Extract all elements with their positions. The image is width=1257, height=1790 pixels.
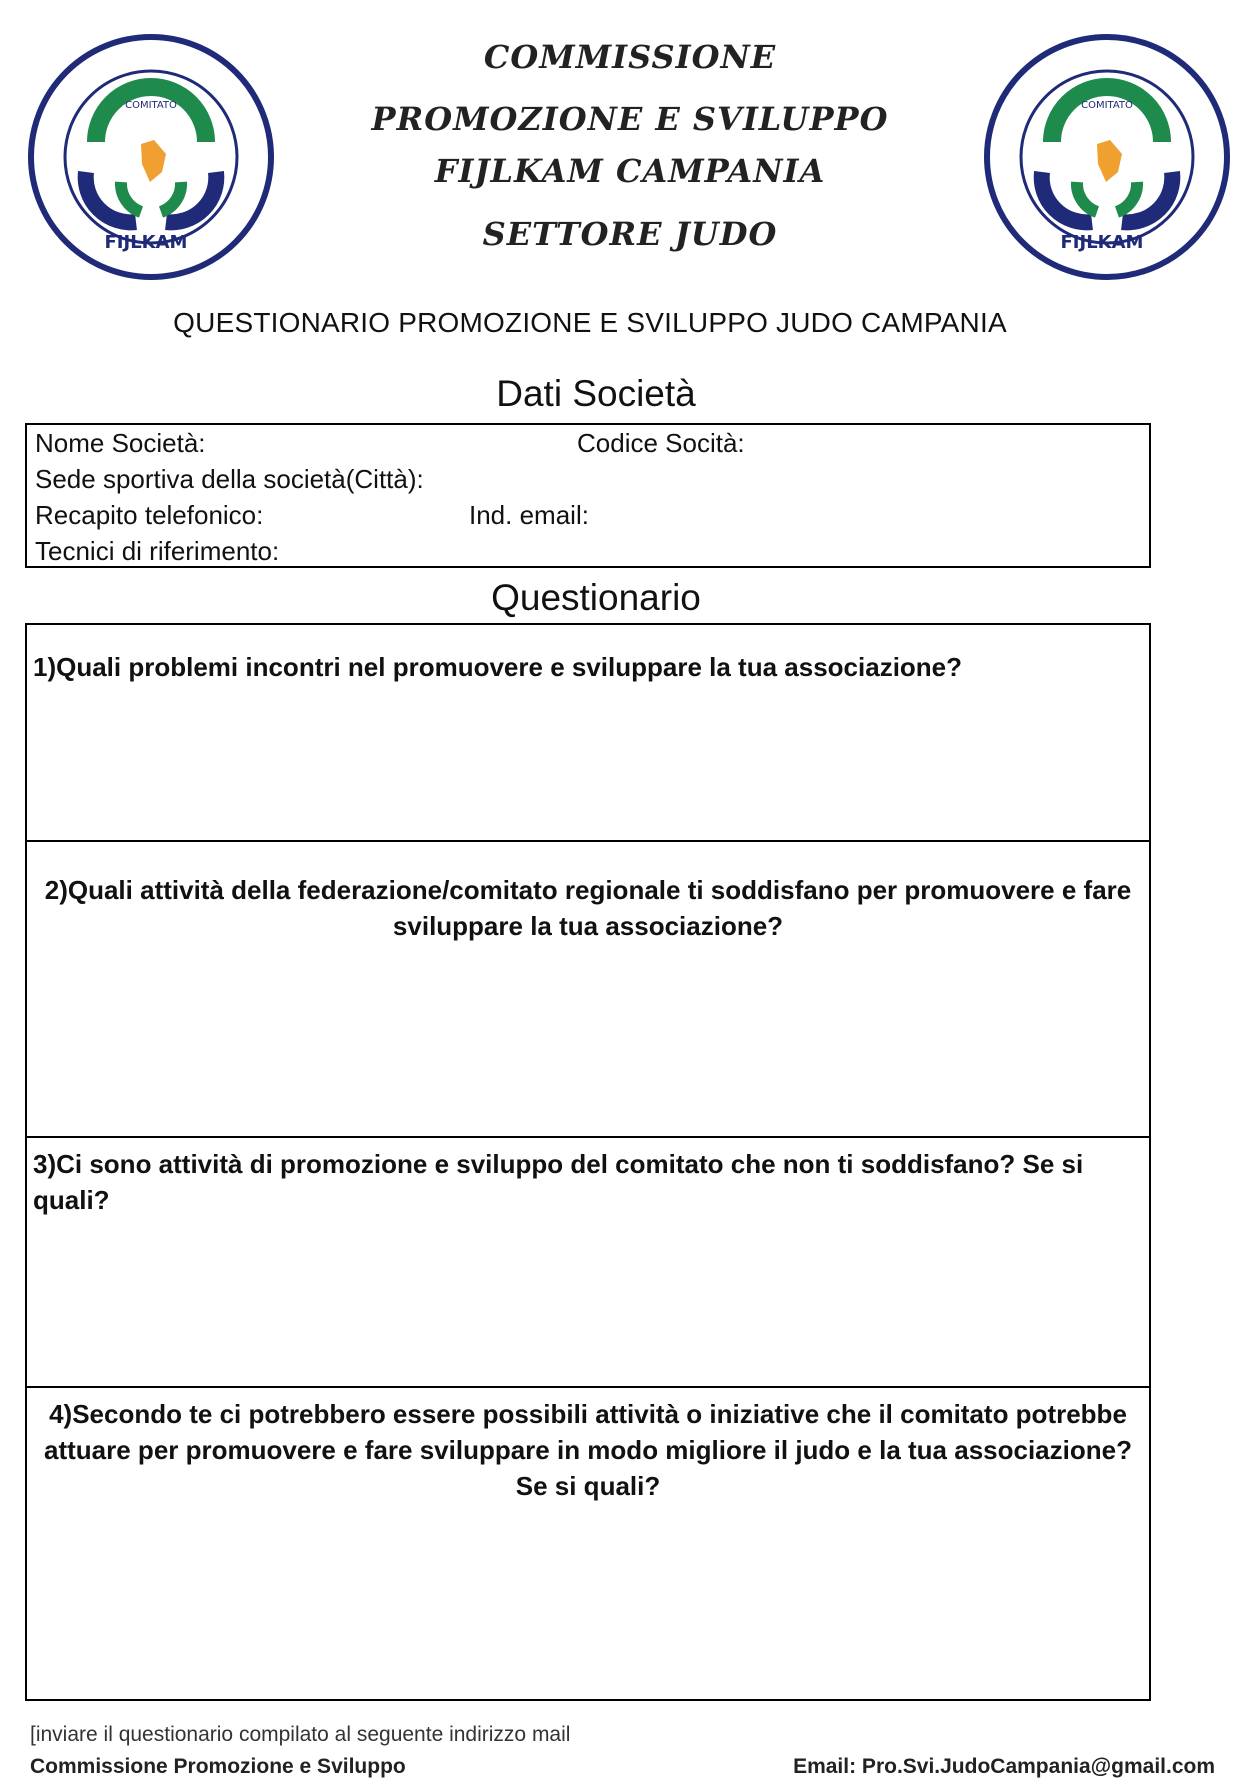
field-tecnici[interactable]: Tecnici di riferimento:	[35, 536, 280, 566]
question-1-text: 1)Quali problemi incontri nel promuovere e sviluppare la tua associazione?	[33, 652, 963, 682]
question-2-line-2: sviluppare la tua associazione?	[392, 911, 784, 941]
field-recapito[interactable]: Recapito telefonico:	[35, 500, 264, 530]
fijlkam-logo-right	[982, 32, 1232, 282]
header-commissione: COMMISSIONE	[483, 38, 777, 76]
field-nome-societa[interactable]: Nome Società:	[35, 428, 206, 458]
fijlkam-logo-left	[26, 32, 276, 282]
logo-brand-text: FIJLKAM	[1060, 232, 1144, 253]
field-sede[interactable]: Sede sportiva della società(Città):	[35, 464, 424, 494]
question-3-line-2: quali?	[33, 1185, 110, 1215]
question-3-box[interactable]	[25, 1136, 1151, 1388]
header-promozione: PROMOZIONE E SVILUPPO	[371, 100, 889, 138]
header-settore-judo: SETTORE JUDO	[482, 215, 778, 253]
logo-brand-text: FIJLKAM	[104, 232, 188, 253]
logo-comitato-text: COMITATO	[1081, 100, 1133, 111]
field-codice-societa[interactable]: Codice Socità:	[577, 428, 745, 458]
question-4-line-2: attuare per promuovere e fare sviluppare in modo migliore il judo e la tua associazione?	[44, 1435, 1132, 1465]
field-email[interactable]: Ind. email:	[469, 500, 589, 530]
question-2-box[interactable]	[25, 840, 1151, 1138]
footer-commissione: Commissione Promozione e Sviluppo	[30, 1755, 406, 1778]
question-3-line-1: 3)Ci sono attività di promozione e sviluppo del comitato che non ti soddisfano? Se si	[33, 1149, 1084, 1179]
footer-email[interactable]: Email: Pro.Svi.JudoCampania@gmail.com	[793, 1755, 1215, 1778]
dati-heading: Dati Società	[496, 373, 696, 414]
question-1-box[interactable]	[25, 623, 1151, 842]
question-4-line-1: 4)Secondo te ci potrebbero essere possibili attività o iniziative che il comitato potrebbe	[49, 1399, 1127, 1429]
logo-comitato-text: COMITATO	[125, 100, 177, 111]
question-2-line-1: 2)Quali attività della federazione/comitato regionale ti soddisfano per promuovere e fare	[44, 875, 1132, 905]
header-fijlkam-campania: FIJLKAM CAMPANIA	[434, 152, 826, 190]
page-title: QUESTIONARIO PROMOZIONE E SVILUPPO JUDO CAMPANIA	[173, 307, 1007, 338]
footer-note: [inviare il questionario compilato al seguente indirizzo mail	[30, 1723, 571, 1746]
questionario-heading: Questionario	[491, 577, 701, 618]
question-4-box[interactable]	[25, 1386, 1151, 1701]
dati-societa-box	[25, 423, 1151, 568]
question-4-line-3: Se si quali?	[515, 1471, 661, 1501]
